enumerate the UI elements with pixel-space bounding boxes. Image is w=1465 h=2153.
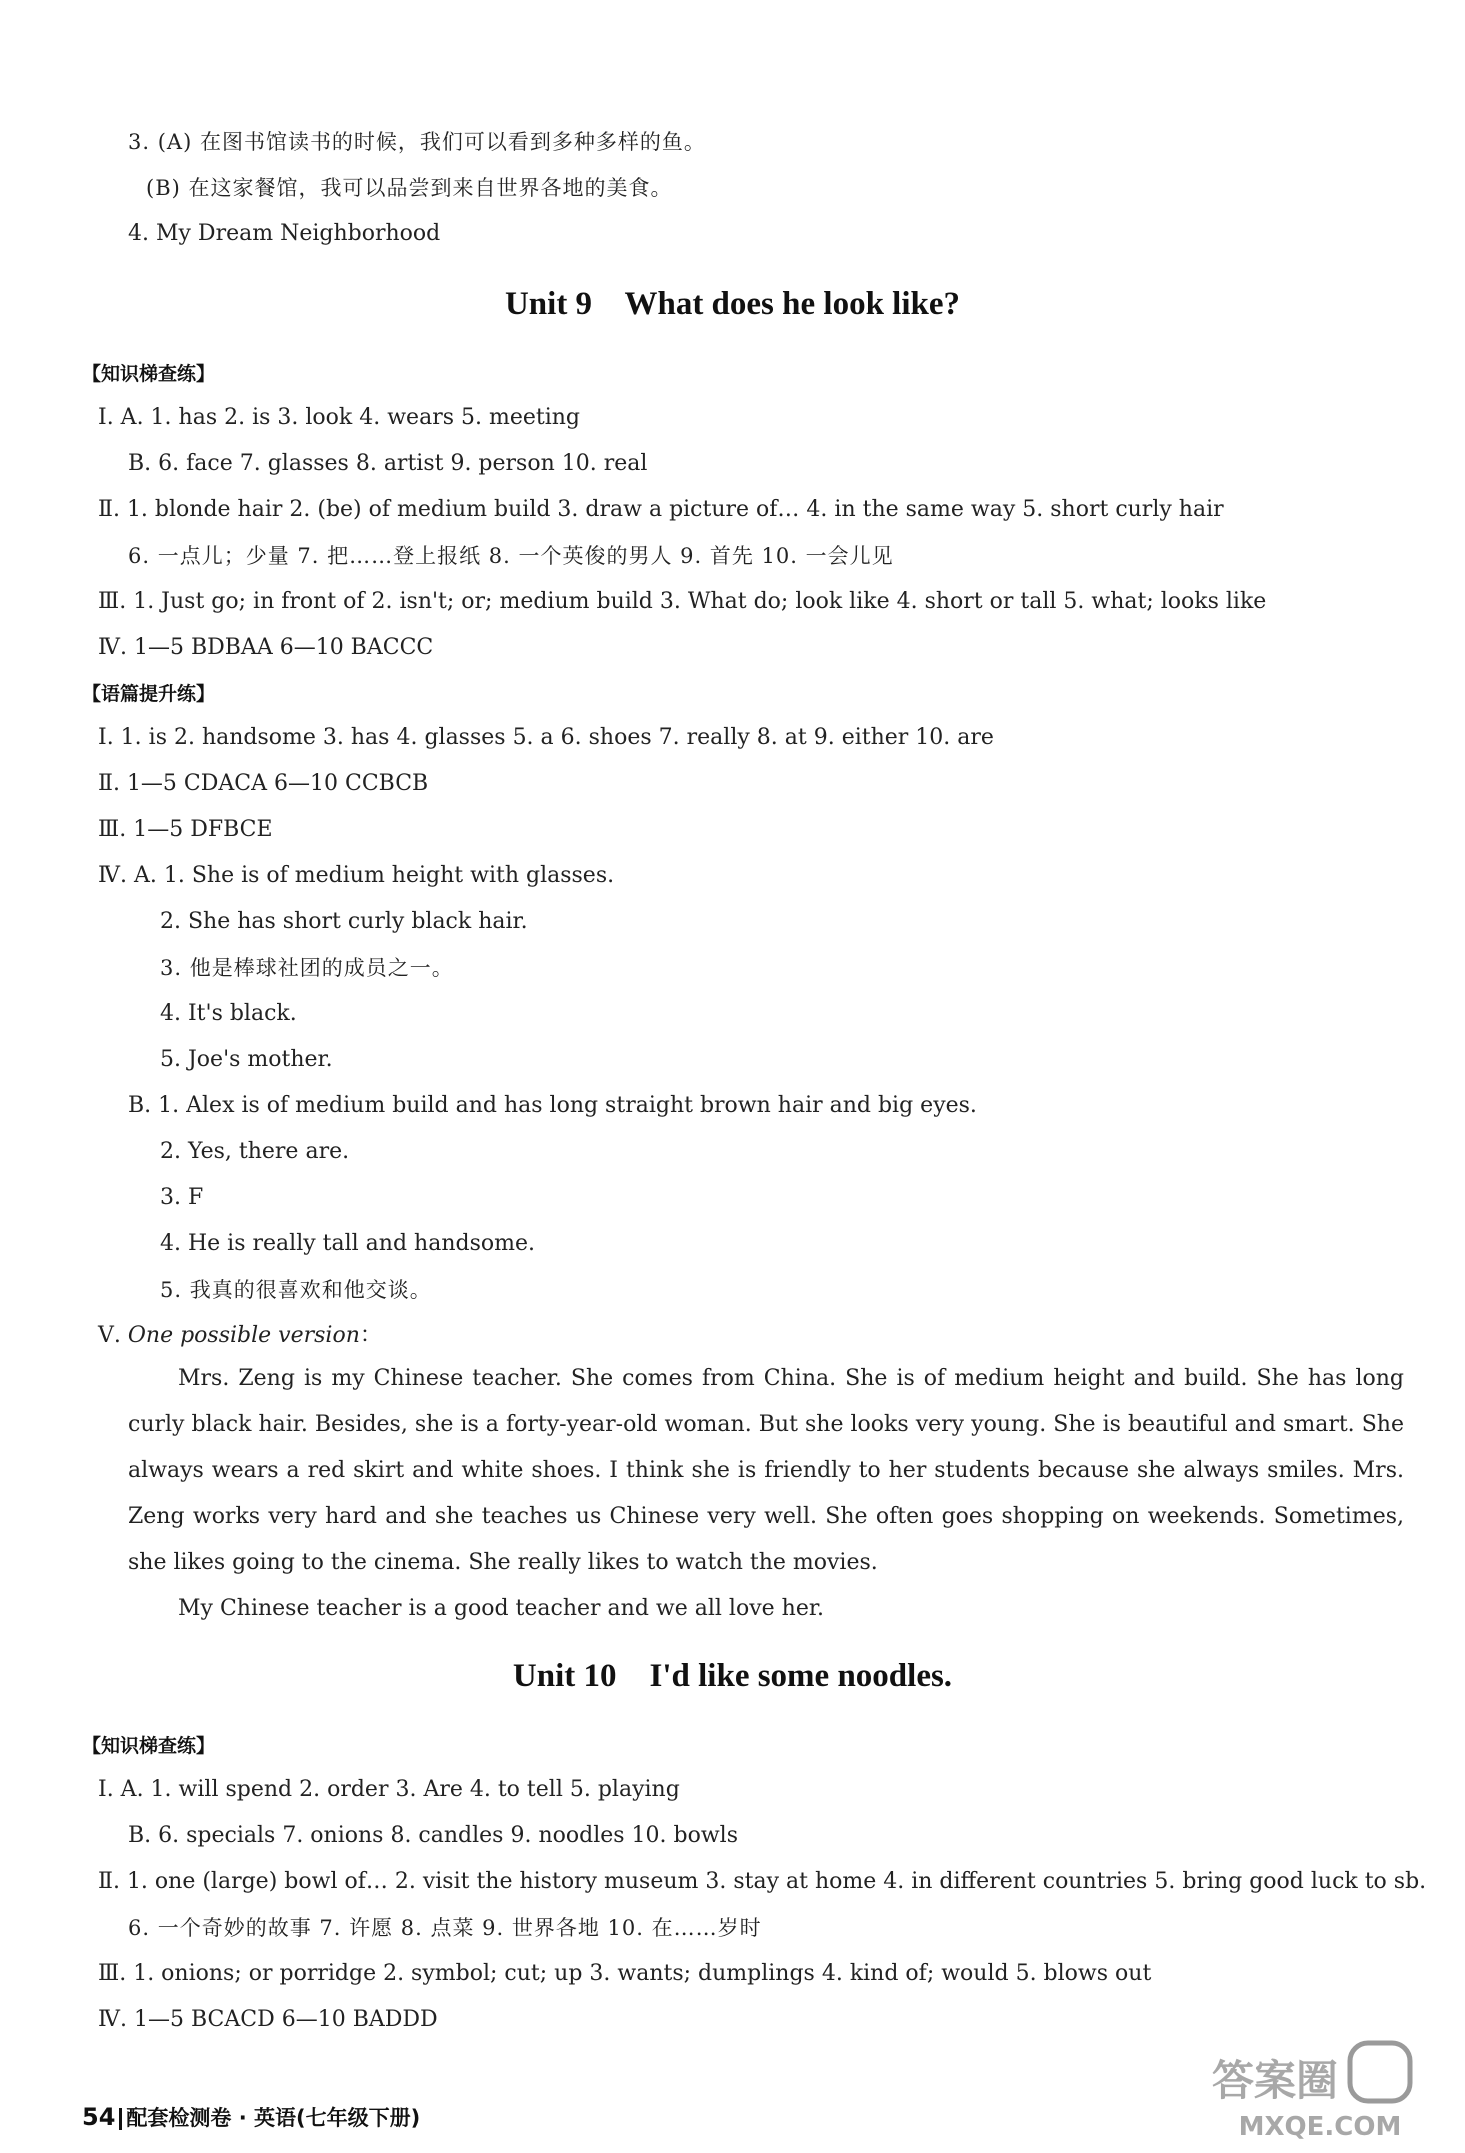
answer-line: Ⅳ. 1—5 BDBAA 6—10 BACCC bbox=[98, 635, 434, 660]
answer-line: 6. 一个奇妙的故事 7. 许愿 8. 点菜 9. 世界各地 10. 在……岁时 bbox=[128, 1916, 762, 1940]
answer-line: 2. Yes, there are. bbox=[160, 1139, 350, 1164]
answer-line: 2. She has short curly black hair. bbox=[160, 909, 528, 934]
answer-line: Ⅳ. A. 1. She is of medium height with glasses. bbox=[98, 863, 615, 888]
answer-line: 5. Joe's mother. bbox=[160, 1047, 333, 1072]
page-number: 54 bbox=[82, 2103, 116, 2131]
unit-10-title: Unit 10 I'd like some noodles. bbox=[512, 1658, 953, 1694]
answer-line: 6. 一点儿；少量 7. 把……登上报纸 8. 一个英俊的男人 9. 首先 10. 一会儿见 bbox=[128, 544, 894, 568]
answer-line: 3. 他是棒球社团的成员之一。 bbox=[160, 956, 454, 980]
unit-9-title: Unit 9 What does he look like? bbox=[504, 286, 961, 322]
answer-line: Ⅰ. A. 1. will spend 2. order 3. Are 4. to tell 5. playing bbox=[98, 1777, 680, 1802]
version-label bbox=[98, 1322, 382, 1350]
answer-line: 3. F bbox=[160, 1185, 204, 1210]
answer-line: 5. 我真的很喜欢和他交谈。 bbox=[160, 1278, 432, 1302]
answer-line: B. 6. specials 7. onions 8. candles 9. noodles 10. bowls bbox=[128, 1823, 738, 1848]
version-colon: ： bbox=[359, 1323, 382, 1348]
answer-line: Ⅱ. 1—5 CDACA 6—10 CCBCB bbox=[98, 771, 429, 796]
watermark-graphic bbox=[1195, 2035, 1445, 2145]
model-essay-closing: My Chinese teacher is a good teacher and we all love her. bbox=[178, 1596, 824, 1621]
watermark-top-text: 答案圈 bbox=[1211, 2056, 1339, 2105]
answer-line: Ⅱ. 1. blonde hair 2. (be) of medium build 3. draw a picture of… 4. in the same way 5. short curly hair bbox=[98, 497, 1224, 522]
watermark-logo bbox=[1195, 2035, 1445, 2145]
answer-line: Ⅰ. A. 1. has 2. is 3. look 4. wears 5. meeting bbox=[98, 405, 581, 430]
footer-divider bbox=[119, 2108, 122, 2130]
answer-line: 4. My Dream Neighborhood bbox=[128, 221, 441, 246]
answer-line: Ⅰ. 1. is 2. handsome 3. has 4. glasses 5. a 6. shoes 7. really 8. at 9. either 10. are bbox=[98, 725, 994, 750]
answer-line: B. 6. face 7. glasses 8. artist 9. person 10. real bbox=[128, 451, 648, 476]
answer-line: Ⅳ. 1—5 BCACD 6—10 BADDD bbox=[98, 2007, 438, 2032]
model-essay: Mrs. Zeng is my Chinese teacher. She comes from China. She is of medium height and build. She has long curly black hair. Besides, she is a forty-year-old woman. But she looks very young. She is beautiful and smart. She always wears a red skirt and white shoes. I think she is friendly to her students because she always smiles. Mrs. Zeng works very hard and she teaches us Chinese very well. She often goes shopping on weekends. Sometimes, she likes going to the cinema. She really likes to watch the movies. bbox=[128, 1366, 1404, 1575]
answer-line: 4. It's black. bbox=[160, 1001, 297, 1026]
section-heading: 【知识梯查练】 bbox=[82, 363, 216, 385]
footer-book-title: 配套检测卷 · 英语(七年级下册) bbox=[126, 2106, 421, 2130]
page-footer bbox=[82, 2102, 420, 2132]
answer-line: Ⅲ. 1. onions; or porridge 2. symbol; cut; up 3. wants; dumplings 4. kind of; would 5. blows out bbox=[98, 1961, 1152, 1986]
answer-line: 3. (A) 在图书馆读书的时候，我们可以看到多种多样的鱼。 bbox=[128, 130, 706, 154]
answer-line: Ⅲ. 1. Just go; in front of 2. isn't; or; medium build 3. What do; look like 4. short or tall 5. what; looks like bbox=[98, 589, 1267, 614]
version-italic: One possible version bbox=[127, 1323, 360, 1348]
answer-line: B. 1. Alex is of medium build and has long straight brown hair and big eyes. bbox=[128, 1093, 977, 1118]
section-heading: 【语篇提升练】 bbox=[82, 683, 216, 705]
answer-line: 4. He is really tall and handsome. bbox=[160, 1231, 535, 1256]
version-number: Ⅴ. bbox=[98, 1323, 128, 1348]
answer-line: Ⅲ. 1—5 DFBCE bbox=[98, 817, 273, 842]
answer-line: (B) 在这家餐馆，我可以品尝到来自世界各地的美食。 bbox=[146, 176, 673, 200]
answer-line: Ⅱ. 1. one (large) bowl of… 2. visit the history museum 3. stay at home 4. in different countries 5. bring good luck to sb. bbox=[98, 1869, 1427, 1894]
section-heading: 【知识梯查练】 bbox=[82, 1735, 216, 1757]
watermark-bottom-text: MXQE.COM bbox=[1238, 2112, 1402, 2142]
watermark-seal-icon bbox=[1350, 2043, 1410, 2101]
